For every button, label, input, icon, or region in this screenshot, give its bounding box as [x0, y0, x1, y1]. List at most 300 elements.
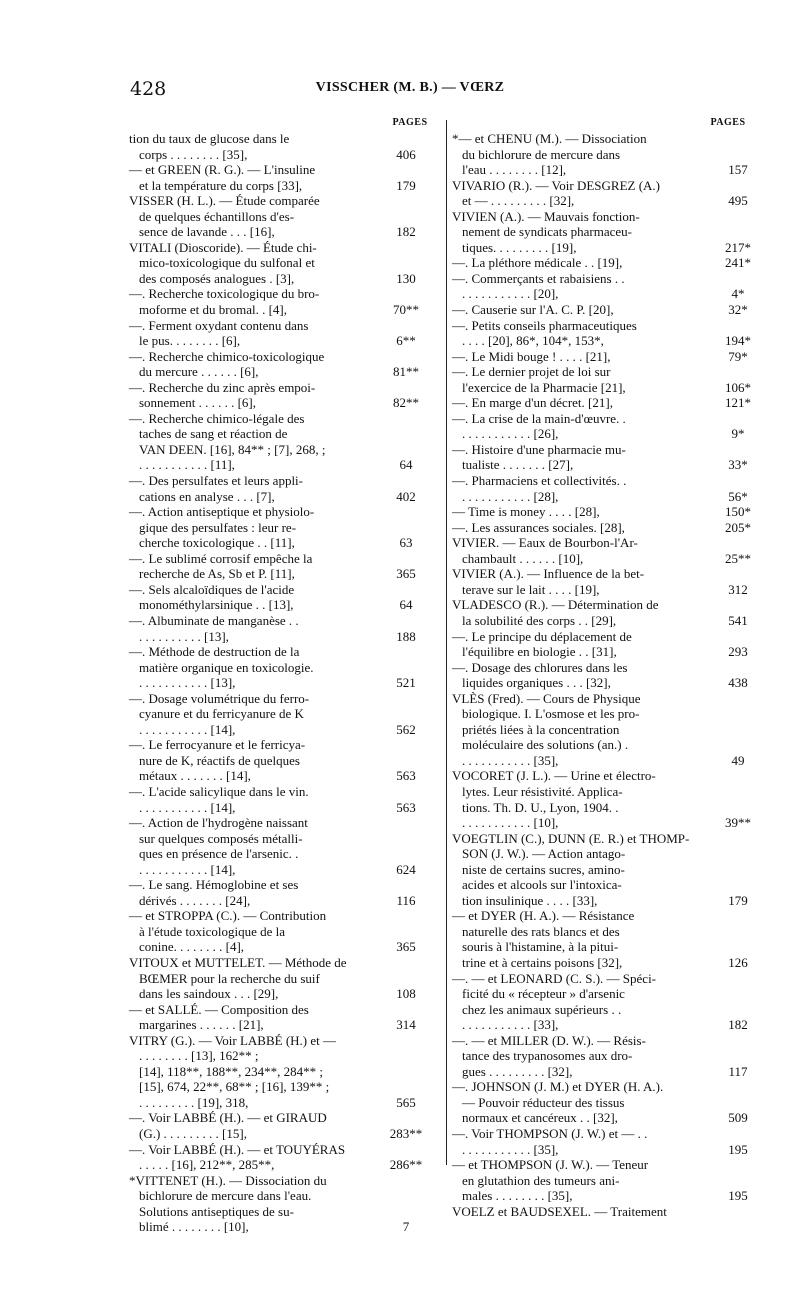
entry-line: niste de certains sucres, amino- — [462, 861, 625, 877]
page-reference: 179 — [396, 177, 416, 193]
entry-line: taches de sang et réaction de — [139, 426, 288, 442]
page-reference: 81** — [393, 364, 419, 380]
entry-line — [129, 566, 444, 582]
entry-line — [129, 893, 444, 909]
index-entry — [129, 504, 444, 551]
entry-line: —. Histoire d'une pharmacie mu- — [452, 441, 626, 457]
page-reference: 179 — [728, 892, 748, 908]
index-entry — [452, 1157, 772, 1204]
entry-line: [14], 118**, 188**, 234**, 284** ; — [139, 1063, 324, 1079]
index-entry — [452, 411, 772, 442]
entry-line: VOCORET (J. L.). — Urine et électro- — [452, 768, 656, 784]
entry-line-text: cherche toxicologique . . [11], — [139, 535, 295, 551]
page-reference: 182 — [728, 1017, 748, 1033]
entry-line: bichlorure de mercure dans l'eau. — [139, 1188, 312, 1204]
entry-line: de quelques échantillons d'es- — [139, 208, 295, 224]
page-reference: 106* — [725, 379, 751, 395]
page-reference: 56* — [728, 488, 748, 504]
entry-line — [129, 939, 444, 955]
entry-line: —. Le sang. Hémoglobine et ses — [129, 877, 299, 893]
entry-line: VITRY (G.). — Voir LABBÉ (H.) et — — [129, 1032, 337, 1048]
entry-line — [452, 551, 772, 567]
index-entry — [129, 644, 444, 691]
index-entry — [452, 691, 772, 769]
entry-line: —. Pharmaciens et collectivités. . — [452, 473, 627, 489]
page-reference: 565 — [396, 1094, 416, 1110]
index-entry — [129, 955, 444, 1002]
entry-line-text: —. En marge d'un décret. [21], — [452, 395, 613, 411]
page-reference: 64 — [399, 597, 413, 613]
entry-line-text: tualiste . . . . . . . [27], — [462, 457, 574, 473]
index-entry — [452, 629, 772, 660]
entry-line: lytes. Leur résistivité. Applica- — [462, 783, 623, 799]
entry-line: en glutathion des tumeurs ani- — [462, 1172, 620, 1188]
entry-line-text: —. Le Midi bouge ! . . . . [21], — [452, 348, 611, 364]
entry-line-text: . . . . . . . . . . . [26], — [462, 426, 559, 442]
entry-line — [129, 800, 444, 816]
entry-line: —. Recherche toxicologique du bro- — [129, 286, 320, 302]
index-entry — [452, 178, 772, 209]
entry-line — [129, 147, 444, 163]
index-entry — [129, 1142, 444, 1173]
page-reference: 64 — [399, 457, 413, 473]
entry-line-text: le pus. . . . . . . . [6], — [139, 333, 241, 349]
page-reference: 562 — [396, 721, 416, 737]
page-reference: 205* — [725, 519, 751, 535]
entry-line: —. Le ferrocyanure et le ferricya- — [129, 737, 306, 753]
index-entry — [452, 1033, 772, 1080]
entry-line: . . . . . . . . [13], 162** ; — [139, 1048, 259, 1064]
page-reference: 25** — [725, 550, 751, 566]
index-entry — [452, 473, 772, 504]
entry-line — [129, 722, 444, 738]
page-reference: 521 — [396, 675, 416, 691]
index-entry — [129, 193, 444, 240]
index-entry — [129, 1033, 444, 1111]
page-reference: 188 — [396, 628, 416, 644]
entry-line: matière organique en toxicologie. — [139, 659, 314, 675]
entry-line-text: . . . . . . . . . . . [14], — [139, 861, 236, 877]
entry-line: VISSER (H. L.). — Étude comparée — [129, 193, 320, 209]
entry-line: —. Voir LABBÉ (H.). — et GIRAUD — [129, 1110, 327, 1126]
entry-line: naturelle des rats blancs et des — [462, 923, 620, 939]
entry-line — [452, 1204, 772, 1220]
entry-line-text: margarines . . . . . . [21], — [139, 1017, 264, 1033]
entry-line: —. Recherche chimico-toxicologique — [129, 348, 325, 364]
page-reference: 32* — [728, 302, 748, 318]
entry-line: du bichlorure de mercure dans — [462, 146, 621, 162]
index-entry — [129, 131, 444, 162]
index-entry — [452, 302, 772, 318]
entry-line — [452, 457, 772, 473]
entry-line: —. Le principe du déplacement de — [452, 628, 632, 644]
entry-line-text: tiques. . . . . . . . . [19], — [462, 239, 577, 255]
page-reference: 79* — [728, 348, 748, 364]
entry-line: —. Petits conseils pharmaceutiques — [452, 317, 637, 333]
entry-line: — et SALLÉ. — Composition des — [129, 1001, 309, 1017]
page-reference: 130 — [396, 270, 416, 286]
entry-line: —. JOHNSON (J. M.) et DYER (H. A.). — [452, 1079, 664, 1095]
entry-line — [452, 753, 772, 769]
index-entry — [129, 1002, 444, 1033]
entry-line: —. — et LEONARD (C. S.). — Spéci- — [452, 970, 657, 986]
page-reference: 39** — [725, 815, 751, 831]
page-reference: 82** — [393, 395, 419, 411]
entry-line: —. L'acide salicylique dans le vin. — [129, 783, 309, 799]
page-reference: 70** — [393, 302, 419, 318]
page-reference: 6** — [396, 333, 416, 349]
index-entry — [452, 1204, 772, 1220]
pages-column-header-right: PAGES — [710, 117, 746, 128]
entry-line — [452, 395, 772, 411]
entry-line-text: blimé . . . . . . . . [10], — [139, 1219, 249, 1235]
entry-line: —. Ferment oxydant contenu dans — [129, 317, 309, 333]
entry-line-text: . . . . . . . . . . . [35], — [462, 752, 559, 768]
entry-line — [452, 333, 772, 349]
entry-line — [452, 240, 772, 256]
entry-line: priétés liées à la concentration — [462, 721, 620, 737]
entry-line: —. Dosage volumétrique du ferro- — [129, 690, 310, 706]
index-entry — [452, 395, 772, 411]
page-reference: 312 — [728, 581, 748, 597]
entry-line: —. — et MILLER (D. W.). — Résis- — [452, 1032, 646, 1048]
entry-line-text: . . . . . . . . . . . [14], — [139, 799, 236, 815]
entry-line-text: cations en analyse . . . [7], — [139, 488, 275, 504]
index-entry — [129, 737, 444, 784]
entry-line: —. Voir THOMPSON (J. W.) et — . . — [452, 1126, 648, 1141]
entry-line-text: —. La pléthore médicale . . [19], — [452, 255, 623, 271]
entry-line: nure de K, réactifs de quelques — [139, 752, 300, 768]
entry-line-text: sonnement . . . . . . [6], — [139, 395, 256, 411]
entry-line — [452, 675, 772, 691]
entry-line-text: métaux . . . . . . . [14], — [139, 768, 251, 784]
entry-line — [129, 675, 444, 691]
entry-line: —. Albuminate de manganèse . . — [129, 612, 299, 628]
entry-line-text: . . . . . . . . . . . [28], — [462, 488, 559, 504]
entry-line-text: . . . . . . . . . . [13], — [139, 628, 229, 644]
entry-line — [129, 1157, 444, 1173]
index-entry — [129, 380, 444, 411]
entry-line — [452, 380, 772, 396]
entry-line-text: —. Les assurances sociales. [28], — [452, 519, 625, 535]
entry-line: VLADESCO (R.). — Détermination de — [452, 597, 659, 613]
entry-line-text: l'eau . . . . . . . . [12], — [462, 162, 567, 178]
index-entry — [452, 566, 772, 597]
page-reference: 624 — [396, 861, 416, 877]
entry-line-text: du mercure . . . . . . [6], — [139, 364, 259, 380]
entry-line: à l'étude toxicologique de la — [139, 923, 286, 939]
entry-line: cyanure et du ferricyanure de K — [139, 706, 304, 722]
entry-line-text: terave sur le lait . . . . [19], — [462, 581, 600, 597]
page-reference: 563 — [396, 768, 416, 784]
page-reference: 241* — [725, 255, 751, 271]
entry-line-text: . . . . . . . . . [19], 318, — [139, 1094, 249, 1110]
entry-line: Solutions antiseptiques de su- — [139, 1203, 294, 1219]
entry-line: VIVIER. — Eaux de Bourbon-l'Ar- — [452, 535, 638, 551]
entry-line: —. Voir LABBÉ (H.). — et TOUYÉRAS — [129, 1141, 346, 1157]
entry-line: —. Action antiseptique et physiolo- — [129, 504, 315, 520]
entry-line: ques en présence de l'arsenic. . — [139, 846, 299, 862]
entry-line — [129, 489, 444, 505]
page-reference: 4* — [731, 286, 745, 302]
entry-line — [452, 520, 772, 536]
entry-line — [452, 255, 772, 271]
index-entry — [452, 131, 772, 178]
entry-line — [452, 426, 772, 442]
page-reference: 49 — [731, 752, 745, 768]
index-entry — [452, 442, 772, 473]
entry-line — [452, 613, 772, 629]
entry-line — [129, 224, 444, 240]
index-entry — [452, 1126, 772, 1157]
entry-line: VIVARIO (R.). — Voir DESGREZ (A.) — [452, 177, 660, 193]
index-column-left — [129, 131, 444, 1235]
entry-line-text: monométhylarsinique . . [13], — [139, 597, 294, 613]
entry-line — [129, 1126, 444, 1142]
entry-line — [452, 1188, 772, 1204]
entry-line — [452, 955, 772, 971]
entry-line: tions. Th. D. U., Lyon, 1904. . — [462, 799, 619, 815]
entry-line-text: . . . . . . . . . . . [35], — [462, 1141, 559, 1157]
entry-line-text: . . . . . . . . . . . [14], — [139, 721, 236, 737]
index-entry — [452, 597, 772, 628]
entry-line: VITOUX et MUTTELET. — Méthode de — [129, 954, 347, 970]
page-reference: 195 — [728, 1141, 748, 1157]
entry-line: —. La crise de la main-d'œuvre. . — [452, 410, 626, 426]
page-reference: 121* — [725, 395, 751, 411]
entry-line — [129, 271, 444, 287]
page-reference: 117 — [728, 1063, 748, 1079]
entry-line-text: VOELZ et BAUDSEXEL. — Traitement — [452, 1203, 667, 1219]
entry-line: —. Recherche du zinc après empoi- — [129, 379, 316, 395]
entry-line-text: l'équilibre en biologie . . [31], — [462, 644, 617, 660]
entry-line: —. Des persulfates et leurs appli- — [129, 473, 304, 489]
entry-line-text: sence de lavande . . . [16], — [139, 224, 275, 240]
entry-line-text: males . . . . . . . . [35], — [462, 1188, 573, 1204]
index-entry — [452, 971, 772, 1033]
page-reference: 217* — [725, 239, 751, 255]
index-entry — [129, 1173, 444, 1235]
entry-line-text: dans les saindoux . . . [29], — [139, 986, 279, 1002]
index-entry — [129, 613, 444, 644]
entry-line — [129, 364, 444, 380]
page-reference: 195 — [728, 1188, 748, 1204]
entry-line: — et GREEN (R. G.). — L'insuline — [129, 162, 316, 178]
entry-line-text: chambault . . . . . . [10], — [462, 550, 584, 566]
entry-line — [452, 489, 772, 505]
entry-line-text: trine et à certains poisons [32], — [462, 954, 623, 970]
index-entry — [452, 271, 772, 302]
entry-line: —. Recherche chimico-légale des — [129, 410, 305, 426]
index-column-right — [452, 131, 772, 1219]
index-entry — [129, 691, 444, 738]
entry-line-text: des composés analogues . [3], — [139, 270, 295, 286]
entry-line-text: . . . . [20], 86*, 104*, 153*, — [462, 333, 604, 349]
page-number: 428 — [130, 78, 167, 100]
entry-line-text: dérivés . . . . . . . [24], — [139, 892, 251, 908]
index-entry — [129, 784, 444, 815]
index-entry — [129, 473, 444, 504]
entry-line-text: et la température du corps [33], — [139, 177, 303, 193]
entry-line: — et DYER (H. A.). — Résistance — [452, 908, 635, 924]
entry-line-text: . . . . . . . . . . . [33], — [462, 1017, 559, 1033]
index-entry — [129, 582, 444, 613]
index-entry — [452, 768, 772, 830]
entry-line-text: —. Causerie sur l'A. C. P. [20], — [452, 302, 614, 318]
page-reference: 293 — [728, 644, 748, 660]
entry-line-text: . . . . . . . . . . . [11], — [139, 457, 235, 473]
index-entry — [452, 831, 772, 909]
entry-line — [452, 302, 772, 318]
entry-line: moléculaire des solutions (an.) . — [462, 737, 629, 753]
entry-line: VLÈS (Fred). — Cours de Physique — [452, 690, 641, 706]
entry-line-text: corps . . . . . . . . [35], — [139, 146, 248, 162]
entry-line: —. Le sublimé corrosif empêche la — [129, 550, 313, 566]
entry-line — [452, 193, 772, 209]
entry-line-text: recherche de As, Sb et P. [11], — [139, 566, 295, 582]
page-reference: 314 — [396, 1017, 416, 1033]
entry-line: VOEGTLIN (C.), DUNN (E. R.) et THOMP- — [452, 830, 690, 846]
index-entry — [129, 411, 444, 473]
entry-line — [452, 504, 772, 520]
entry-line: VAN DEEN. [16], 84** ; [7], 268, ; — [139, 441, 326, 457]
entry-line: VIVIER (A.). — Influence de la bet- — [452, 566, 645, 582]
entry-line: —. Dosage des chlorures dans les — [452, 659, 628, 675]
page-header — [130, 78, 690, 102]
page-reference: 283** — [389, 1126, 423, 1141]
entry-line: sur quelques composés métalli- — [139, 830, 303, 846]
running-title: VISSCHER (M. B.) — VŒRZ — [315, 80, 505, 95]
entry-line: tance des trypanosomes aux dro- — [462, 1048, 633, 1064]
index-entry — [452, 364, 772, 395]
entry-line-text: normaux et cancéreux . . [32], — [462, 1110, 618, 1126]
column-divider — [446, 120, 447, 1165]
entry-line — [129, 178, 444, 194]
entry-line: —. Action de l'hydrogène naissant — [129, 815, 308, 831]
entry-line-text: . . . . . . . . . . . [10], — [462, 815, 559, 831]
page-reference: 194* — [725, 333, 751, 349]
entry-line — [452, 582, 772, 598]
index-entry — [452, 520, 772, 536]
entry-line-text: — Time is money . . . . [28], — [452, 504, 600, 520]
entry-line: chez les animaux supérieurs . . — [462, 1001, 622, 1017]
entry-line-text: . . . . . . . . . . . [13], — [139, 675, 236, 691]
index-entry — [129, 877, 444, 908]
entry-line — [129, 629, 444, 645]
entry-line — [452, 286, 772, 302]
entry-line: mico-toxicologique du sulfonal et — [139, 255, 315, 271]
entry-line-text: conine. . . . . . . . [4], — [139, 939, 245, 955]
index-entry — [129, 1110, 444, 1141]
index-entry — [452, 255, 772, 271]
page-reference: 438 — [728, 675, 748, 691]
entry-line: — et THOMPSON (J. W.). — Teneur — [452, 1157, 649, 1173]
entry-line: — et STROPPA (C.). — Contribution — [129, 908, 327, 924]
entry-line-text: (G.) . . . . . . . . . [15], — [139, 1126, 247, 1141]
entry-line — [129, 862, 444, 878]
entry-line — [129, 1219, 444, 1235]
page-reference: 157 — [728, 162, 748, 178]
page-reference: 9* — [731, 426, 745, 442]
index-entry — [452, 1079, 772, 1126]
entry-line — [129, 1095, 444, 1111]
entry-line: VITALI (Dioscoride). — Étude chi- — [129, 239, 317, 255]
entry-line-text: moforme et du bromal. . [4], — [139, 302, 288, 318]
index-entry — [452, 535, 772, 566]
index-entry — [129, 318, 444, 349]
entry-line: — Pouvoir réducteur des tissus — [462, 1094, 625, 1110]
page-reference: 406 — [396, 146, 416, 162]
entry-line-text: tion insulinique . . . . [33], — [462, 892, 598, 908]
entry-line-text: la solubilité des corps . . [29], — [462, 612, 617, 628]
entry-line: VIVIEN (A.). — Mauvais fonction- — [452, 208, 640, 224]
entry-line — [452, 1064, 772, 1080]
entry-line-text: . . . . . [16], 212**, 285**, — [139, 1157, 275, 1173]
page-reference: 402 — [396, 488, 416, 504]
entry-line-text: gues . . . . . . . . . [32], — [462, 1063, 573, 1079]
entry-line-text: liquides organiques . . . [32], — [462, 675, 611, 691]
index-entry — [452, 318, 772, 349]
entry-line: acides et alcools sur l'intoxica- — [462, 877, 622, 893]
page-reference: 286** — [389, 1157, 423, 1173]
page-reference: 365 — [396, 566, 416, 582]
page-reference: 365 — [396, 939, 416, 955]
entry-line — [129, 302, 444, 318]
entry-line — [129, 986, 444, 1002]
entry-line: [15], 674, 22**, 68** ; [16], 139** ; — [139, 1079, 330, 1095]
index-entry — [452, 660, 772, 691]
entry-line: —. Commerçants et rabaisiens . . — [452, 270, 625, 286]
entry-line — [452, 349, 772, 365]
entry-line: —. Le dernier projet de loi sur — [452, 364, 611, 380]
page-reference: 126 — [728, 954, 748, 970]
entry-line: —. Méthode de destruction de la — [129, 644, 300, 660]
entry-line: tion du taux de glucose dans le — [129, 131, 290, 146]
entry-line: *— et CHENU (M.). — Dissociation — [452, 131, 647, 146]
entry-line — [452, 1110, 772, 1126]
page-reference: 63 — [399, 535, 413, 551]
entry-line: nement de syndicats pharmaceu- — [462, 224, 633, 240]
entry-line — [452, 815, 772, 831]
entry-line: gique des persulfates : leur re- — [139, 519, 297, 535]
entry-line — [129, 768, 444, 784]
index-entry — [452, 209, 772, 256]
index-entry — [129, 240, 444, 287]
index-entry — [452, 349, 772, 365]
entry-line: SON (J. W.). — Action antago- — [462, 846, 626, 862]
entry-line: —. Sels alcaloïdiques de l'acide — [129, 581, 295, 597]
entry-line — [129, 535, 444, 551]
pages-column-header-left: PAGES — [392, 117, 428, 128]
index-entry — [129, 908, 444, 955]
entry-line — [452, 893, 772, 909]
entry-line: souris à l'histamine, à la pitui- — [462, 939, 619, 955]
index-entry — [129, 815, 444, 877]
index-entry — [129, 162, 444, 193]
page-reference: 108 — [396, 986, 416, 1002]
index-entry — [129, 551, 444, 582]
page-reference: 509 — [728, 1110, 748, 1126]
entry-line-text: . . . . . . . . . . . [20], — [462, 286, 559, 302]
entry-line: *VITTENET (H.). — Dissociation du — [129, 1172, 327, 1188]
page-reference: 33* — [728, 457, 748, 473]
entry-line: BŒMER pour la recherche du suif — [139, 970, 320, 986]
entry-line — [452, 162, 772, 178]
page-reference: 150* — [725, 504, 751, 520]
entry-line — [129, 333, 444, 349]
entry-line — [452, 644, 772, 660]
entry-line — [129, 1017, 444, 1033]
